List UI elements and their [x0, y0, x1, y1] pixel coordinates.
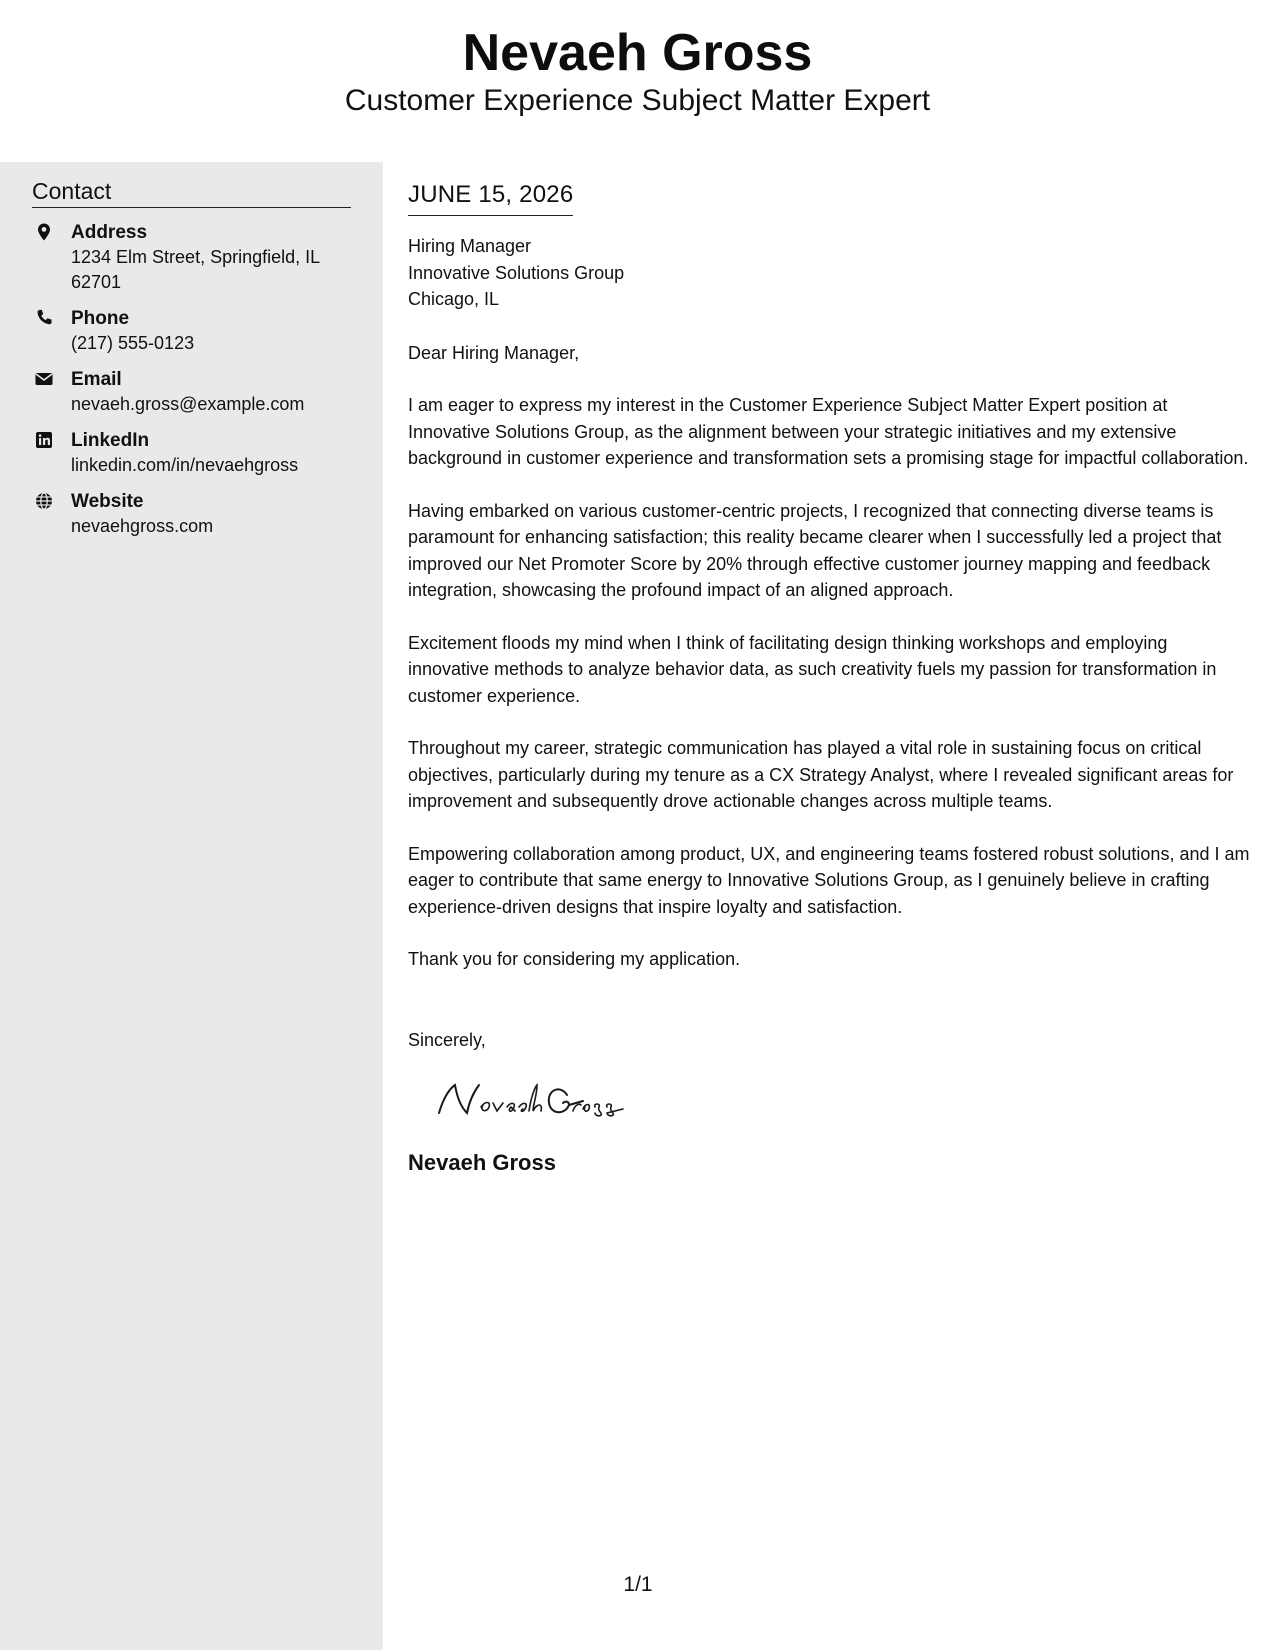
contact-list: [32, 220, 352, 550]
recipient-location: Chicago, IL: [408, 289, 500, 309]
contact-label: Phone: [71, 308, 130, 329]
contact-linkedin: [32, 428, 352, 478]
linkedin-icon: [34, 430, 54, 450]
letter-date: JUNE 15, 2026: [408, 179, 573, 216]
thank-you-line: Thank you for considering my application.: [408, 949, 741, 969]
contact-value: linkedin.com/in/nevaehgross: [71, 455, 299, 475]
letter-body: [408, 162, 1253, 1178]
recipient-block: [408, 233, 1253, 313]
contact-value: 1234 Elm Street, Springfield, IL 62701: [71, 247, 320, 292]
contact-value: nevaehgross.com: [71, 516, 214, 536]
contact-email: [32, 367, 352, 417]
body-paragraph: Having embarked on various customer-centric projects, I recognized that connecting diverse teams is paramount for enhancing satisfaction; this reality became clearer when I successfully led a project that improved our Net Promoter Score by 20% through effective customer journey mapping and feedback integration, showcasing the profound impact of an aligned approach.: [408, 500, 1222, 600]
body-paragraph: Throughout my career, strategic communication has played a vital role in sustaining focus on critical objectives, particularly during my tenure as a CX Strategy Analyst, where I revealed significant areas for improvement and subsequently drove actionable changes across multiple teams.: [408, 738, 1234, 811]
contact-label: LinkedIn: [71, 430, 150, 451]
body-paragraph: Empowering collaboration among product, UX, and engineering teams fostered robust solutions, and I am eager to contribute that same energy to Innovative Solutions Group, as I genuinely believe in crafting experience-driven designs that inspire loyalty and satisfaction.: [408, 843, 1250, 917]
contact-website: [32, 489, 352, 539]
contact-value: nevaeh.gross@example.com: [71, 394, 305, 414]
contact-label: Email: [71, 369, 122, 390]
body-paragraph: Excitement floods my mind when I think of facilitating design thinking workshops and employing innovative methods to analyze behavior data, as such creativity fuels my passion for transformation in customer experience.: [408, 632, 1217, 706]
contact-heading: Contact: [32, 176, 351, 208]
body-paragraph: I am eager to express my interest in the Customer Experience Subject Matter Expert position at Innovative Solutions Group, as the alignment between your strategic initiatives and my extensive background in customer experience and transformation sets a promising stage for impactful collaboration.: [408, 395, 1249, 468]
globe-icon: [34, 491, 54, 511]
candidate-title: Customer Experience Subject Matter Expert: [344, 84, 931, 117]
contact-value: (217) 555-0123: [71, 333, 195, 353]
map-pin-icon: [34, 222, 54, 242]
contact-phone: [32, 306, 352, 356]
phone-icon: [34, 308, 54, 328]
signer-name: Nevaeh Gross: [408, 1150, 556, 1175]
closing-line: Sincerely,: [408, 1029, 486, 1050]
envelope-icon: [34, 369, 54, 389]
document-header: [0, 0, 1275, 162]
salutation: Dear Hiring Manager,: [408, 342, 580, 363]
contact-label: Address: [71, 222, 148, 243]
contact-label: Website: [71, 491, 144, 512]
candidate-name: Nevaeh Gross: [462, 24, 813, 82]
contact-address: [32, 220, 352, 295]
contact-sidebar: [0, 162, 383, 1650]
recipient-company: Innovative Solutions Group: [408, 262, 625, 283]
recipient-title: Hiring Manager: [408, 236, 532, 256]
page-number: 1/1: [623, 1573, 653, 1596]
handwritten-signature: [433, 1073, 653, 1129]
